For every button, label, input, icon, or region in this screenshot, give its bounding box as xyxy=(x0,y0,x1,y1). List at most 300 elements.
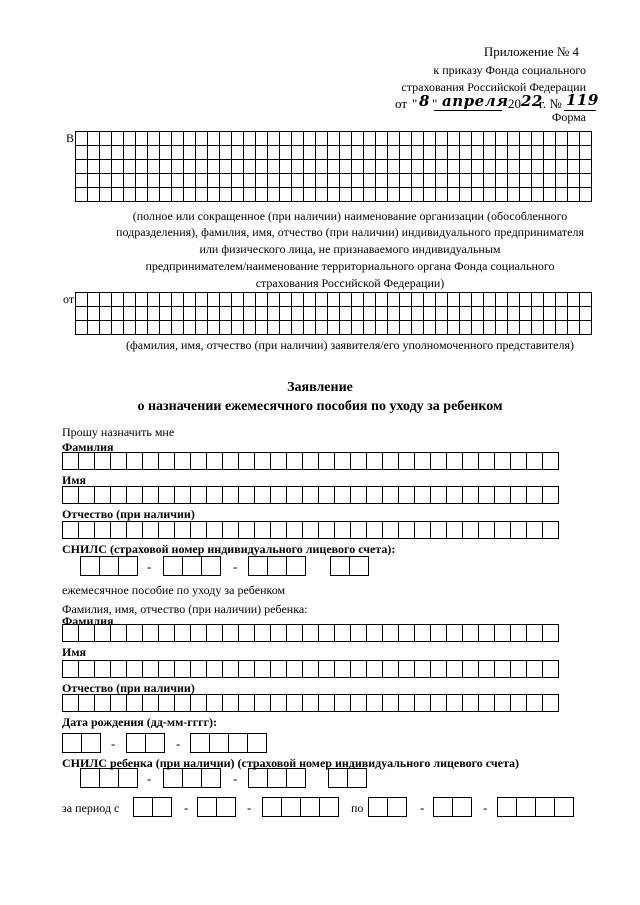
char-cell[interactable] xyxy=(143,487,159,504)
char-cell[interactable] xyxy=(292,132,304,146)
char-cell[interactable] xyxy=(316,146,328,160)
char-cell[interactable] xyxy=(287,625,303,642)
applicant-surname-grid[interactable] xyxy=(62,452,559,470)
char-cell[interactable] xyxy=(460,174,472,188)
char-cell[interactable] xyxy=(196,174,208,188)
char-cell[interactable] xyxy=(543,625,559,642)
char-cell[interactable] xyxy=(88,132,100,146)
char-cell[interactable] xyxy=(447,695,463,712)
char-cell[interactable] xyxy=(511,453,527,470)
char-cell[interactable] xyxy=(367,522,383,539)
char-cell[interactable] xyxy=(447,453,463,470)
char-cell[interactable] xyxy=(463,487,479,504)
char-cell[interactable] xyxy=(191,625,207,642)
char-cell[interactable] xyxy=(127,695,143,712)
char-cell[interactable] xyxy=(191,453,207,470)
char-cell[interactable] xyxy=(160,293,172,307)
char-cell[interactable] xyxy=(136,132,148,146)
char-cell[interactable] xyxy=(280,132,292,146)
char-cell[interactable] xyxy=(340,188,352,202)
char-cell[interactable] xyxy=(527,522,543,539)
char-cell[interactable] xyxy=(543,695,559,712)
char-cell[interactable] xyxy=(124,307,136,321)
char-cell[interactable] xyxy=(364,132,376,146)
char-cell[interactable] xyxy=(268,174,280,188)
char-cell[interactable] xyxy=(316,293,328,307)
digit-box[interactable] xyxy=(433,797,453,817)
char-cell[interactable] xyxy=(436,146,448,160)
digit-box[interactable] xyxy=(182,768,202,788)
char-cell[interactable] xyxy=(352,307,364,321)
char-cell[interactable] xyxy=(160,160,172,174)
char-cell[interactable] xyxy=(220,321,232,335)
char-cell[interactable] xyxy=(340,160,352,174)
char-cell[interactable] xyxy=(400,160,412,174)
char-cell[interactable] xyxy=(328,321,340,335)
char-cell[interactable] xyxy=(287,695,303,712)
char-cell[interactable] xyxy=(496,160,508,174)
char-cell[interactable] xyxy=(415,661,431,678)
char-cell[interactable] xyxy=(436,321,448,335)
char-cell[interactable] xyxy=(208,307,220,321)
char-cell[interactable] xyxy=(436,188,448,202)
char-cell[interactable] xyxy=(544,307,556,321)
char-cell[interactable] xyxy=(111,695,127,712)
char-cell[interactable] xyxy=(415,487,431,504)
char-cell[interactable] xyxy=(76,146,88,160)
char-cell[interactable] xyxy=(111,453,127,470)
char-cell[interactable] xyxy=(159,453,175,470)
digit-box[interactable] xyxy=(201,556,221,576)
char-cell[interactable] xyxy=(568,146,580,160)
char-cell[interactable] xyxy=(460,160,472,174)
char-cell[interactable] xyxy=(319,453,335,470)
char-cell[interactable] xyxy=(304,188,316,202)
char-cell[interactable] xyxy=(544,293,556,307)
digit-box[interactable] xyxy=(286,768,306,788)
char-cell[interactable] xyxy=(424,307,436,321)
digit-box[interactable] xyxy=(516,797,536,817)
char-cell[interactable] xyxy=(352,132,364,146)
char-cell[interactable] xyxy=(148,307,160,321)
char-cell[interactable] xyxy=(160,188,172,202)
char-cell[interactable] xyxy=(495,625,511,642)
char-cell[interactable] xyxy=(316,188,328,202)
char-cell[interactable] xyxy=(367,453,383,470)
char-cell[interactable] xyxy=(159,695,175,712)
digit-box[interactable] xyxy=(118,768,138,788)
char-cell[interactable] xyxy=(580,293,592,307)
char-cell[interactable] xyxy=(244,293,256,307)
digit-box[interactable] xyxy=(118,556,138,576)
char-cell[interactable] xyxy=(495,453,511,470)
char-cell[interactable] xyxy=(495,522,511,539)
char-cell[interactable] xyxy=(143,625,159,642)
char-cell[interactable] xyxy=(340,174,352,188)
char-cell[interactable] xyxy=(544,174,556,188)
char-cell[interactable] xyxy=(568,293,580,307)
char-cell[interactable] xyxy=(472,293,484,307)
char-cell[interactable] xyxy=(136,293,148,307)
char-cell[interactable] xyxy=(95,522,111,539)
char-cell[interactable] xyxy=(364,293,376,307)
char-cell[interactable] xyxy=(268,146,280,160)
char-cell[interactable] xyxy=(79,453,95,470)
char-cell[interactable] xyxy=(100,321,112,335)
char-cell[interactable] xyxy=(304,307,316,321)
char-cell[interactable] xyxy=(496,132,508,146)
char-cell[interactable] xyxy=(316,174,328,188)
char-cell[interactable] xyxy=(508,132,520,146)
char-cell[interactable] xyxy=(244,160,256,174)
char-cell[interactable] xyxy=(239,625,255,642)
char-cell[interactable] xyxy=(280,307,292,321)
digit-box[interactable] xyxy=(328,768,348,788)
char-cell[interactable] xyxy=(340,307,352,321)
digit-box[interactable] xyxy=(163,556,183,576)
char-cell[interactable] xyxy=(112,307,124,321)
char-cell[interactable] xyxy=(496,174,508,188)
digit-box[interactable] xyxy=(247,733,267,753)
char-cell[interactable] xyxy=(508,188,520,202)
char-cell[interactable] xyxy=(543,661,559,678)
char-cell[interactable] xyxy=(472,160,484,174)
char-cell[interactable] xyxy=(271,522,287,539)
char-cell[interactable] xyxy=(424,174,436,188)
char-cell[interactable] xyxy=(79,695,95,712)
char-cell[interactable] xyxy=(383,453,399,470)
char-cell[interactable] xyxy=(412,132,424,146)
char-cell[interactable] xyxy=(319,695,335,712)
char-cell[interactable] xyxy=(415,453,431,470)
char-cell[interactable] xyxy=(520,146,532,160)
char-cell[interactable] xyxy=(448,188,460,202)
char-cell[interactable] xyxy=(400,174,412,188)
char-cell[interactable] xyxy=(255,453,271,470)
char-cell[interactable] xyxy=(95,695,111,712)
char-cell[interactable] xyxy=(127,661,143,678)
child-surname-grid[interactable] xyxy=(62,624,559,642)
char-cell[interactable] xyxy=(479,661,495,678)
char-cell[interactable] xyxy=(280,160,292,174)
char-cell[interactable] xyxy=(400,321,412,335)
char-cell[interactable] xyxy=(88,174,100,188)
char-cell[interactable] xyxy=(352,293,364,307)
char-cell[interactable] xyxy=(304,132,316,146)
char-cell[interactable] xyxy=(328,132,340,146)
char-cell[interactable] xyxy=(399,695,415,712)
char-cell[interactable] xyxy=(520,132,532,146)
char-cell[interactable] xyxy=(256,146,268,160)
char-cell[interactable] xyxy=(472,307,484,321)
char-cell[interactable] xyxy=(364,160,376,174)
char-cell[interactable] xyxy=(508,146,520,160)
char-cell[interactable] xyxy=(268,160,280,174)
digit-box[interactable] xyxy=(152,797,172,817)
birth-day-boxes[interactable] xyxy=(62,733,101,753)
char-cell[interactable] xyxy=(112,293,124,307)
char-cell[interactable] xyxy=(100,174,112,188)
char-cell[interactable] xyxy=(207,487,223,504)
char-cell[interactable] xyxy=(191,487,207,504)
char-cell[interactable] xyxy=(556,132,568,146)
char-cell[interactable] xyxy=(351,661,367,678)
char-cell[interactable] xyxy=(271,695,287,712)
char-cell[interactable] xyxy=(556,293,568,307)
char-cell[interactable] xyxy=(495,695,511,712)
digit-box[interactable] xyxy=(216,797,236,817)
char-cell[interactable] xyxy=(256,160,268,174)
char-cell[interactable] xyxy=(527,661,543,678)
char-cell[interactable] xyxy=(304,293,316,307)
char-cell[interactable] xyxy=(364,321,376,335)
char-cell[interactable] xyxy=(239,453,255,470)
char-cell[interactable] xyxy=(448,321,460,335)
digit-box[interactable] xyxy=(262,797,282,817)
char-cell[interactable] xyxy=(232,293,244,307)
applicant-name-grid[interactable] xyxy=(62,486,559,504)
char-cell[interactable] xyxy=(287,661,303,678)
char-cell[interactable] xyxy=(316,307,328,321)
char-cell[interactable] xyxy=(448,293,460,307)
char-cell[interactable] xyxy=(580,307,592,321)
char-cell[interactable] xyxy=(79,487,95,504)
char-cell[interactable] xyxy=(543,487,559,504)
char-cell[interactable] xyxy=(496,188,508,202)
char-cell[interactable] xyxy=(415,625,431,642)
char-cell[interactable] xyxy=(412,293,424,307)
char-cell[interactable] xyxy=(136,160,148,174)
char-cell[interactable] xyxy=(376,307,388,321)
char-cell[interactable] xyxy=(184,146,196,160)
char-cell[interactable] xyxy=(196,146,208,160)
char-cell[interactable] xyxy=(340,146,352,160)
char-cell[interactable] xyxy=(244,321,256,335)
char-cell[interactable] xyxy=(112,146,124,160)
char-cell[interactable] xyxy=(111,661,127,678)
digit-box[interactable] xyxy=(190,733,210,753)
char-cell[interactable] xyxy=(208,174,220,188)
char-cell[interactable] xyxy=(303,453,319,470)
char-cell[interactable] xyxy=(220,307,232,321)
char-cell[interactable] xyxy=(220,146,232,160)
char-cell[interactable] xyxy=(95,453,111,470)
char-cell[interactable] xyxy=(292,174,304,188)
char-cell[interactable] xyxy=(184,160,196,174)
char-cell[interactable] xyxy=(431,487,447,504)
char-cell[interactable] xyxy=(472,132,484,146)
char-cell[interactable] xyxy=(568,174,580,188)
birth-month-boxes[interactable] xyxy=(126,733,165,753)
char-cell[interactable] xyxy=(232,174,244,188)
char-cell[interactable] xyxy=(316,321,328,335)
char-cell[interactable] xyxy=(520,160,532,174)
char-cell[interactable] xyxy=(532,174,544,188)
char-cell[interactable] xyxy=(280,321,292,335)
char-cell[interactable] xyxy=(184,132,196,146)
char-cell[interactable] xyxy=(508,160,520,174)
char-cell[interactable] xyxy=(175,661,191,678)
char-cell[interactable] xyxy=(124,160,136,174)
char-cell[interactable] xyxy=(111,625,127,642)
char-cell[interactable] xyxy=(148,293,160,307)
char-cell[interactable] xyxy=(556,174,568,188)
char-cell[interactable] xyxy=(244,174,256,188)
char-cell[interactable] xyxy=(335,625,351,642)
char-cell[interactable] xyxy=(255,625,271,642)
sender-grid[interactable] xyxy=(75,292,592,335)
char-cell[interactable] xyxy=(124,132,136,146)
digit-box[interactable] xyxy=(80,556,100,576)
char-cell[interactable] xyxy=(292,293,304,307)
char-cell[interactable] xyxy=(160,146,172,160)
char-cell[interactable] xyxy=(580,132,592,146)
digit-box[interactable] xyxy=(535,797,555,817)
char-cell[interactable] xyxy=(367,695,383,712)
char-cell[interactable] xyxy=(127,487,143,504)
char-cell[interactable] xyxy=(496,146,508,160)
char-cell[interactable] xyxy=(376,293,388,307)
char-cell[interactable] xyxy=(268,188,280,202)
char-cell[interactable] xyxy=(448,174,460,188)
char-cell[interactable] xyxy=(527,487,543,504)
digit-box[interactable] xyxy=(387,797,407,817)
digit-box[interactable] xyxy=(145,733,165,753)
char-cell[interactable] xyxy=(412,160,424,174)
char-cell[interactable] xyxy=(484,160,496,174)
char-cell[interactable] xyxy=(292,160,304,174)
char-cell[interactable] xyxy=(383,522,399,539)
applicant-snils-control[interactable] xyxy=(330,556,369,576)
char-cell[interactable] xyxy=(79,661,95,678)
char-cell[interactable] xyxy=(208,188,220,202)
char-cell[interactable] xyxy=(351,487,367,504)
char-cell[interactable] xyxy=(79,625,95,642)
char-cell[interactable] xyxy=(527,695,543,712)
digit-box[interactable] xyxy=(267,556,287,576)
char-cell[interactable] xyxy=(527,625,543,642)
char-cell[interactable] xyxy=(303,695,319,712)
char-cell[interactable] xyxy=(532,321,544,335)
char-cell[interactable] xyxy=(172,293,184,307)
char-cell[interactable] xyxy=(544,146,556,160)
char-cell[interactable] xyxy=(160,307,172,321)
char-cell[interactable] xyxy=(304,160,316,174)
char-cell[interactable] xyxy=(100,188,112,202)
char-cell[interactable] xyxy=(223,661,239,678)
char-cell[interactable] xyxy=(196,160,208,174)
char-cell[interactable] xyxy=(100,160,112,174)
char-cell[interactable] xyxy=(256,321,268,335)
char-cell[interactable] xyxy=(172,132,184,146)
char-cell[interactable] xyxy=(239,661,255,678)
char-cell[interactable] xyxy=(543,453,559,470)
char-cell[interactable] xyxy=(472,321,484,335)
char-cell[interactable] xyxy=(472,174,484,188)
char-cell[interactable] xyxy=(88,307,100,321)
digit-box[interactable] xyxy=(497,797,517,817)
applicant-snils-group2[interactable] xyxy=(163,556,221,576)
char-cell[interactable] xyxy=(436,293,448,307)
digit-box[interactable] xyxy=(347,768,367,788)
char-cell[interactable] xyxy=(184,321,196,335)
char-cell[interactable] xyxy=(527,453,543,470)
char-cell[interactable] xyxy=(88,146,100,160)
char-cell[interactable] xyxy=(508,293,520,307)
char-cell[interactable] xyxy=(100,307,112,321)
char-cell[interactable] xyxy=(424,293,436,307)
char-cell[interactable] xyxy=(424,160,436,174)
char-cell[interactable] xyxy=(124,174,136,188)
char-cell[interactable] xyxy=(532,188,544,202)
char-cell[interactable] xyxy=(460,146,472,160)
char-cell[interactable] xyxy=(532,293,544,307)
char-cell[interactable] xyxy=(532,160,544,174)
char-cell[interactable] xyxy=(399,625,415,642)
char-cell[interactable] xyxy=(148,160,160,174)
char-cell[interactable] xyxy=(424,146,436,160)
char-cell[interactable] xyxy=(328,160,340,174)
char-cell[interactable] xyxy=(520,188,532,202)
char-cell[interactable] xyxy=(479,522,495,539)
char-cell[interactable] xyxy=(388,132,400,146)
char-cell[interactable] xyxy=(232,132,244,146)
char-cell[interactable] xyxy=(412,174,424,188)
char-cell[interactable] xyxy=(220,132,232,146)
char-cell[interactable] xyxy=(556,160,568,174)
char-cell[interactable] xyxy=(364,307,376,321)
child-snils-group1[interactable] xyxy=(80,768,138,788)
char-cell[interactable] xyxy=(431,661,447,678)
char-cell[interactable] xyxy=(159,487,175,504)
char-cell[interactable] xyxy=(431,453,447,470)
digit-box[interactable] xyxy=(163,768,183,788)
char-cell[interactable] xyxy=(436,307,448,321)
char-cell[interactable] xyxy=(287,487,303,504)
char-cell[interactable] xyxy=(340,132,352,146)
char-cell[interactable] xyxy=(208,146,220,160)
char-cell[interactable] xyxy=(364,146,376,160)
char-cell[interactable] xyxy=(111,487,127,504)
char-cell[interactable] xyxy=(568,321,580,335)
char-cell[interactable] xyxy=(472,146,484,160)
char-cell[interactable] xyxy=(255,695,271,712)
child-snils-group3[interactable] xyxy=(248,768,306,788)
char-cell[interactable] xyxy=(88,293,100,307)
char-cell[interactable] xyxy=(223,453,239,470)
digit-box[interactable] xyxy=(197,797,217,817)
digit-box[interactable] xyxy=(267,768,287,788)
char-cell[interactable] xyxy=(208,132,220,146)
char-cell[interactable] xyxy=(111,522,127,539)
char-cell[interactable] xyxy=(172,146,184,160)
char-cell[interactable] xyxy=(484,146,496,160)
char-cell[interactable] xyxy=(532,146,544,160)
char-cell[interactable] xyxy=(287,453,303,470)
char-cell[interactable] xyxy=(376,132,388,146)
char-cell[interactable] xyxy=(328,174,340,188)
char-cell[interactable] xyxy=(532,132,544,146)
char-cell[interactable] xyxy=(319,661,335,678)
char-cell[interactable] xyxy=(316,160,328,174)
char-cell[interactable] xyxy=(88,321,100,335)
char-cell[interactable] xyxy=(207,695,223,712)
char-cell[interactable] xyxy=(292,146,304,160)
char-cell[interactable] xyxy=(388,160,400,174)
char-cell[interactable] xyxy=(388,321,400,335)
char-cell[interactable] xyxy=(304,174,316,188)
char-cell[interactable] xyxy=(63,453,79,470)
